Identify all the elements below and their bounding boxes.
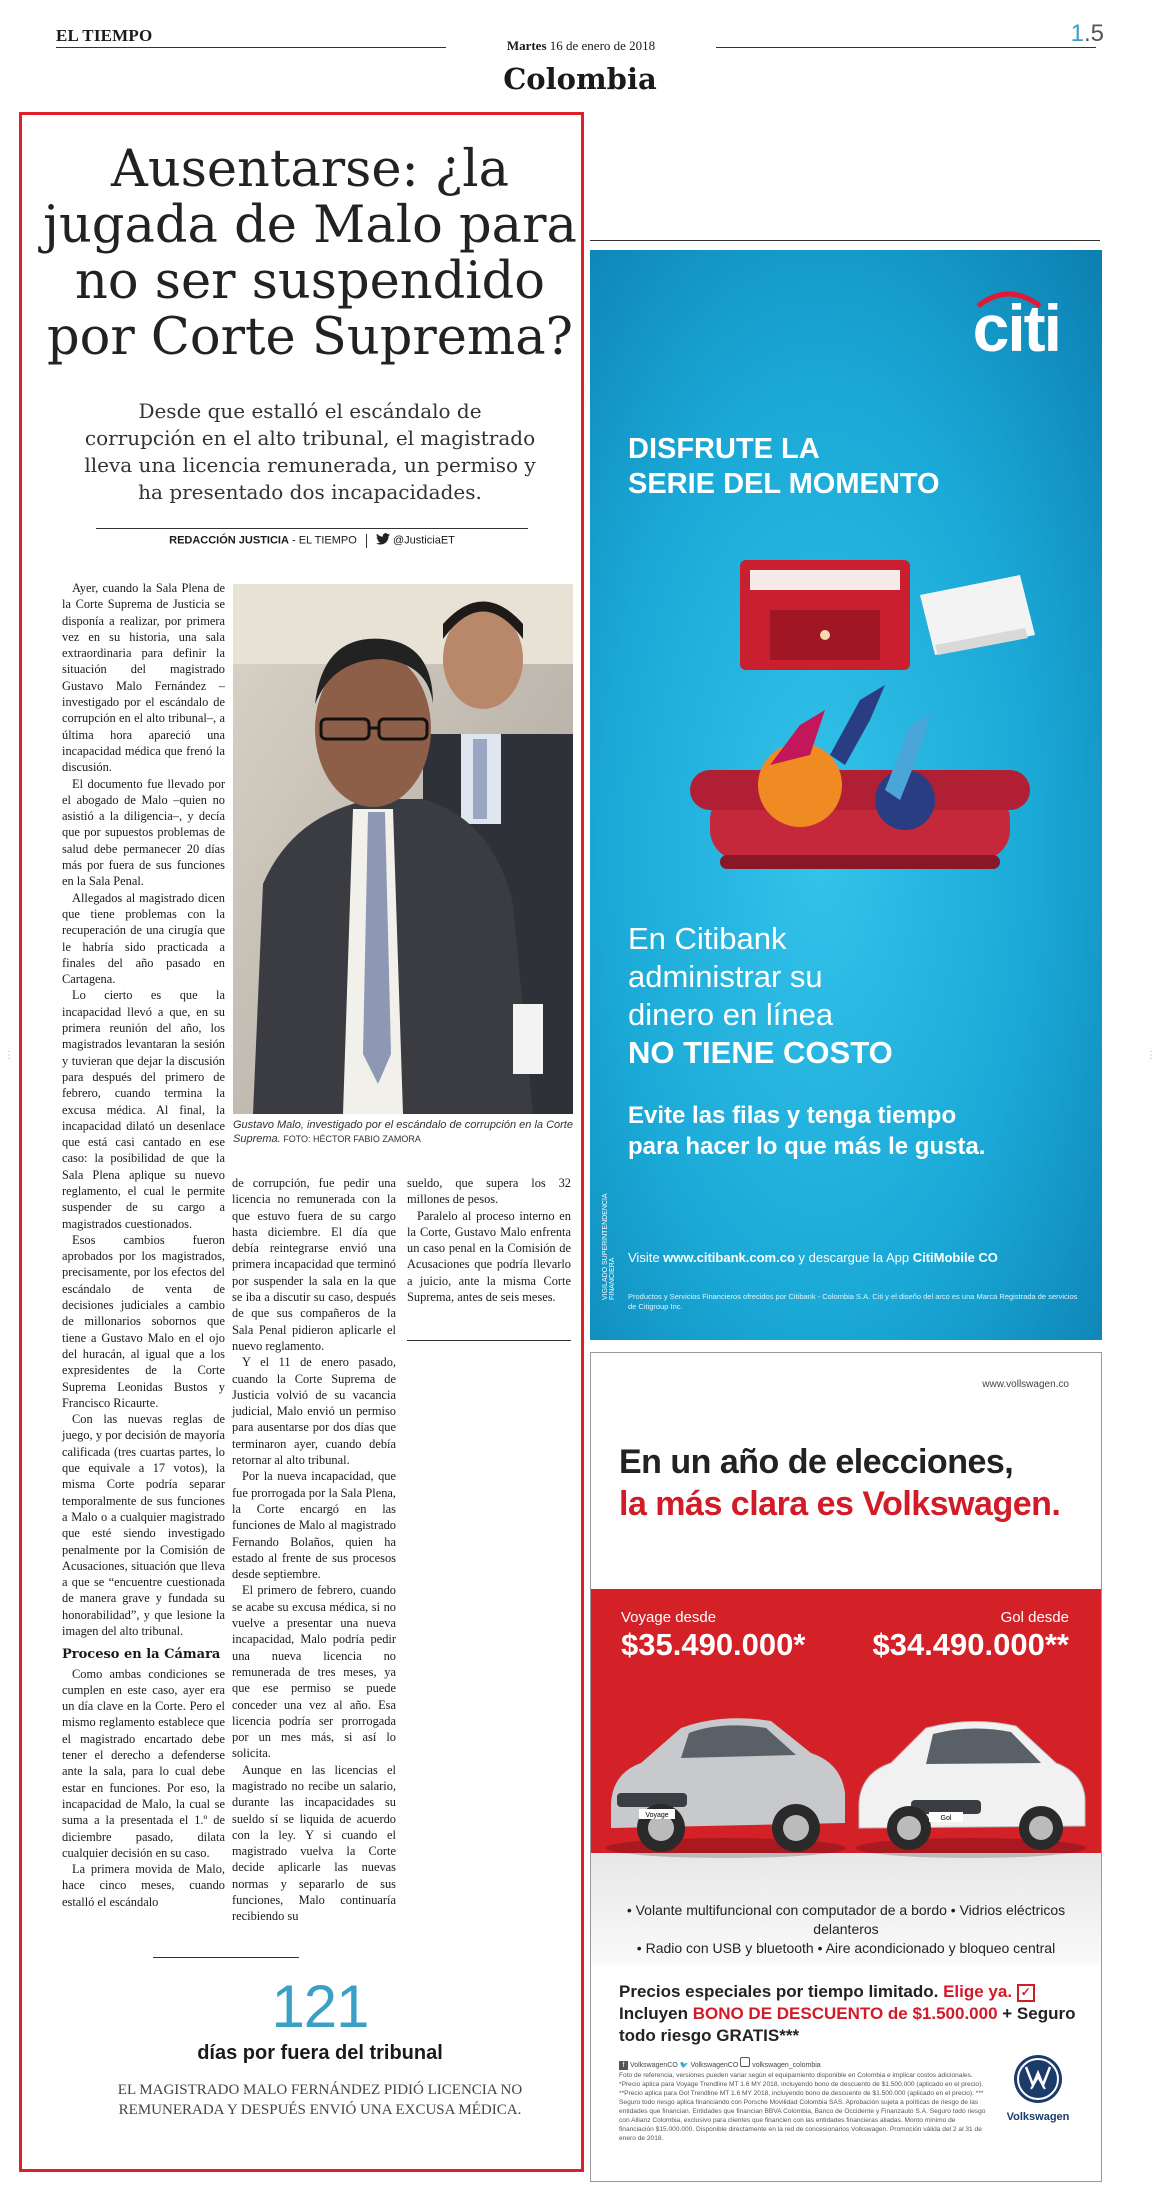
byline-separator: [366, 534, 367, 548]
citi-subheadline: [628, 920, 1078, 1072]
paragraph: El documento fue llevado por el abogado de Malo –quien no asistió a la diligencia–, y decía que por supuestos problemas de salud debe permanecer 20 días más por fuera de sus funciones en la Sala Penal.: [62, 776, 225, 889]
section-title: Colombia: [503, 62, 657, 96]
vw-headline-line-1: En un año de elecciones,: [619, 1443, 1014, 1481]
photo-caption: [233, 1118, 573, 1146]
paragraph: sueldo, que supera los 32 millones de pesos.: [407, 1176, 571, 1207]
voyage-plate: Voyage: [645, 1812, 669, 1819]
vw-twitter-handle[interactable]: VolkswagenCO: [690, 2062, 739, 2069]
stat-description: EL MAGISTRADO MALO FERNÁNDEZ PIDIÓ LICENCIA NO REMUNERADA Y DESPUÉS ENVIÓ UNA EXCUSA MÉDICA.: [117, 2082, 523, 2118]
promo-bono: BONO DE DESCUENTO de $1.500.000: [692, 2004, 998, 2023]
citi-app-name: CitiMobile CO: [912, 1250, 998, 1265]
vw-features: [611, 1901, 1081, 1958]
vw-headline-line-2: la más clara es Volkswagen.: [619, 1485, 1061, 1523]
citibank-ad[interactable]: [590, 250, 1102, 1340]
article-column-1: [62, 580, 225, 1910]
newspaper-brand: EL TIEMPO: [56, 26, 153, 45]
citi-visit-line: [628, 1250, 1088, 1265]
page-subnumber: .5: [1083, 20, 1104, 47]
paragraph: Lo cierto es que la incapacidad llevó a que, en su primera reunión del año, los magistrados levantaran la sesión y tuvieran que dejar la discusión para después del primero de febrero, cuando termina la excusa médica. Al final, la incapacidad dilató un desenlace que está casi cantado en ese caso: la posibilidad de que la Sala Plena aplique su nuevo reglamento, el cual le permite suspender de su cargo a magistrados cuestionados.: [62, 988, 225, 1231]
volkswagen-logo: [1003, 2053, 1073, 2123]
page-section-number: 1: [1070, 20, 1084, 47]
instagram-icon[interactable]: [740, 2057, 750, 2067]
page-edge-mark-right: ⋮: [1146, 1050, 1156, 1061]
citi-sub-line-2: administrar su: [628, 959, 823, 994]
citi-cta-line-2: para hacer lo que más le gusta.: [628, 1133, 986, 1160]
issue-date: [446, 38, 716, 54]
promo-line-1: Precios especiales por tiempo limitado.: [619, 1982, 944, 2001]
paragraph: Esos cambios fueron aprobados por los magistrados, precisamente, por los efectos del escándalo de venta de decisiones judiciales a cambio de millonarios sobornos que tiene a Gustavo Malo en el ojo del huracán, al igual que a los expresidentes de la Corte Suprema Leonidas Bustos y Francisco Ricaurte.: [62, 1232, 225, 1410]
citi-logo: citi: [972, 291, 1060, 365]
byline-rule: [96, 528, 528, 529]
citi-legal-text: Productos y Servicios Financieros ofrecidos por Citibank - Colombia S.A. Citi y el diseño del arco es una Marca Registrada de servicios de Citigroup Inc.: [628, 1292, 1078, 1311]
byline: [96, 533, 528, 548]
citi-cta: [628, 1100, 1088, 1162]
gol-plate: Gol: [940, 1815, 952, 1822]
promo-seguro: + Seguro todo riesgo GRATIS***: [619, 2004, 1076, 2045]
voyage-label: Voyage desde: [621, 1609, 717, 1626]
article-column-2: [232, 1175, 396, 1925]
twitter-icon[interactable]: 🐦: [679, 2062, 689, 2069]
vw-logo-label: Volkswagen: [1006, 2111, 1070, 2123]
facebook-icon[interactable]: f: [619, 2061, 628, 2070]
byline-handle: @JusticiaET: [392, 534, 455, 547]
vw-instagram-handle[interactable]: volkswagen_colombia: [752, 2062, 821, 2069]
tv-couch-illustration: [650, 550, 1070, 914]
citi-headline-line-1: DISFRUTE LA: [628, 433, 820, 465]
citi-headline: [628, 432, 1068, 502]
page-number: [1071, 20, 1104, 48]
date-rest: 16 de enero de 2018: [546, 38, 656, 53]
stat-rule: [153, 1957, 299, 1958]
citi-sub-line-1: En Citibank: [628, 921, 787, 956]
vigilado-label: VIGILADO SUPERINTENDENCIA FINANCIERA: [602, 1193, 616, 1300]
column-end-rule: [407, 1340, 571, 1341]
paragraph: de corrupción, fue pedir una licencia no remunerada con la que estuvo fuera de su cargo hasta diciembre. El día que debía reintegrarse envió una primera incapacidad que terminó por suspender la sala en la que se iba a discutir su caso, después de que sus compañeros de la Sala Penal pidieron aplicarle el nuevo reglamento.: [232, 1176, 396, 1353]
header-rule-right: [716, 47, 1096, 48]
visit-pre: Visite: [628, 1250, 664, 1265]
article-column-3: [407, 1175, 571, 1305]
paragraph: Y el 11 de enero pasado, cuando la Corte Suprema de Justicia volvió de su vacancia judicial, Malo envió un permiso para ausentarse por dos días que terminaron ayer, cuando debía retornar al alto tribunal.: [232, 1355, 396, 1468]
volkswagen-ad[interactable]: [590, 1352, 1102, 2182]
article-photo: [233, 584, 573, 1114]
voyage-price: $35.490.000*: [621, 1627, 806, 1662]
vw-social-links: [619, 2057, 869, 2070]
date-day: Martes: [506, 38, 547, 53]
citi-sub-line-3: dinero en línea: [628, 997, 834, 1032]
paragraph: El primero de febrero, cuando se acabe su excusa médica, si no vuelve a presentar una nueva incapacidad, Malo podría pedir una nueva licencia no remunerada de tres meses, ya que ese permiso se puede conceder una vez al año. Esa licencia podría ser prorrogada por un mes más, si así lo solicita.: [232, 1583, 396, 1761]
citi-no-cost: NO TIENE COSTO: [628, 1035, 893, 1070]
paragraph: Con las nuevas reglas de juego, y por decisión de mayoría calificada (tres cuartas partes, lo que equivale a 17 votos), la misma Corte podría separar temporalmente de sus funciones a Malo o a cualquier magistrado que esté siendo investigado penalmente por la Comisión de Acusaciones, situación que lleva a que se “encuentre cuestionada de manera grave y fundada su honorabilidad”, y que lesione la imagen del alto tribunal.: [62, 1412, 225, 1638]
caption-text: Gustavo Malo, investigado por el escándalo de corrupción en la Corte Suprema.: [233, 1119, 573, 1145]
article-deck: Desde que estalló el escándalo de corrupción en el alto tribunal, el magistrado lleva una licencia remunerada, un permiso y ha presentado dos incapacidades.: [84, 399, 536, 504]
byline-publication: - EL TIEMPO: [288, 534, 357, 547]
citi-headline-line-2: SERIE DEL MOMENTO: [628, 468, 940, 500]
visit-mid: y descargue la App: [794, 1250, 913, 1265]
paragraph: Por la nueva incapacidad, que fue prorrogada por la Sala Plena, la Corte encargó en las funciones de Malo al magistrado Fernando Bolaños, quien ha estado al frente de sus procesos desde septiembre.: [232, 1469, 396, 1582]
photo-credit: FOTO: HÉCTOR FABIO ZAMORA: [280, 1134, 421, 1144]
twitter-icon: [376, 533, 390, 548]
gol-car-image: [851, 1688, 1091, 1867]
citi-url-link[interactable]: www.citibank.com.co: [663, 1250, 795, 1265]
paragraph: Como ambas condiciones se cumplen en este caso, ayer era un día clave en la Corte. Pero el mismo reglamento establece que el magistrado encartado debe tener el derecho a defenderse ante la sala, para lo cual debe estar en funciones. Por eso, la incapacidad de Malo, la cual se suma a la presentada el 1.º de diciembre pasado, dilata cualquier decisión en su caso.: [62, 1666, 225, 1860]
promo-cta[interactable]: Elige ya.: [943, 1982, 1013, 2001]
vw-legal-text: Foto de referencia, versiones pueden variar según el equipamiento disponible en Colombia e implicar costos adicionales. *Precio aplica para Voyage Trendline MT 1.6 MY 2018, incluyendo bono de descuento de $1.500.000 (aplicado en el precio). **Precio aplica para Gol Trendline MT 1.6 MY 2018, incluyendo bono de descuento de $1.500.000 (aplicado en el precio). *** Seguro todo riesgo aplica financiando con Porsche Movilidad Colombia SAS. Aprobación sujeta a políticas de riesgo de las entidades que financian. Entidades que financian BBVA Colombia, Banco de Occidente y Finanzauto S.A. Seguro todo riesgo con Allianz Colombia, exclusivo para clientes que financien con las entidades financieras aliadas. Monto mínimo de financiación $15.000.000. Disponible directamente en la red de concesionarios Volkswagen. Promoción válida del 2 al 31 de enero de 2018.: [619, 2072, 986, 2142]
gol-label: Gol desde: [1000, 1609, 1069, 1626]
paragraph: Ayer, cuando la Sala Plena de la Corte Suprema de Justicia se disponía a realizar, por primera vez en su historia, una sala extraordinaria para definir la situación del magistrado Gustavo Malo Fernández –investigado por el escándalo de corrupción en el alto tribunal–, a última hora apareció una incapacidad médica que frenó la discusión.: [62, 581, 225, 775]
right-column-rule: [590, 240, 1100, 241]
checkbox-icon: ✓: [1017, 1984, 1035, 2002]
header-rule-left: [56, 47, 446, 48]
stat-number: 121: [271, 1973, 369, 2040]
vw-facebook-handle[interactable]: VolkswagenCO: [629, 2062, 678, 2069]
article-headline: Ausentarse: ¿la jugada de Malo para no ser suspendido por Corte Suprema?: [43, 140, 577, 367]
paragraph: Paralelo al proceso interno en la Corte, Gustavo Malo enfrenta un caso penal en la Comisión de Acusaciones que podría llevarlo a juicio, ante la misma Corte Suprema, antes de seis meses.: [407, 1208, 571, 1305]
byline-desk: REDACCIÓN JUSTICIA: [169, 534, 289, 547]
subheading: Proceso en la Cámara: [62, 1647, 221, 1663]
gol-price: $34.490.000**: [872, 1627, 1069, 1662]
paragraph: Aunque en las licencias el magistrado no recibe un salario, durante las incapacidades su sueldo sí se liquida de acuerdo con la ley. Y si cuando el magistrado vuelva la Corte decide aplicarle las nuevas normas y separarlo de sus funciones, Malo continuaría recibiendo su: [232, 1762, 396, 1924]
page-edge-mark-left: ⋮: [4, 1050, 14, 1061]
paragraph: Allegados al magistrado dicen que tiene problemas con la recuperación de una cirugía que le habría sido practicada a finales del año pasado en Cartagena.: [62, 890, 225, 987]
paragraph: La primera movida de Malo, hace cinco meses, cuando estalló el escándalo: [62, 1862, 225, 1909]
citi-cta-line-1: Evite las filas y tenga tiempo: [628, 1102, 957, 1129]
vw-features-line-1: • Volante multifuncional con computador de a bordo • Vidrios eléctricos delanteros: [626, 1902, 1066, 1937]
stat-label: días por fuera del tribunal: [197, 2042, 443, 2064]
vw-emblem-icon: [1012, 2053, 1064, 2105]
promo-2a: Incluyen: [619, 2004, 693, 2023]
vw-url[interactable]: www.vollswagen.co: [982, 1379, 1069, 1390]
voyage-car-image: [601, 1683, 851, 1867]
vw-features-line-2: • Radio con USB y bluetooth • Aire acondicionado y bloqueo central: [636, 1940, 1056, 1956]
vw-promo: [619, 1981, 1089, 2047]
